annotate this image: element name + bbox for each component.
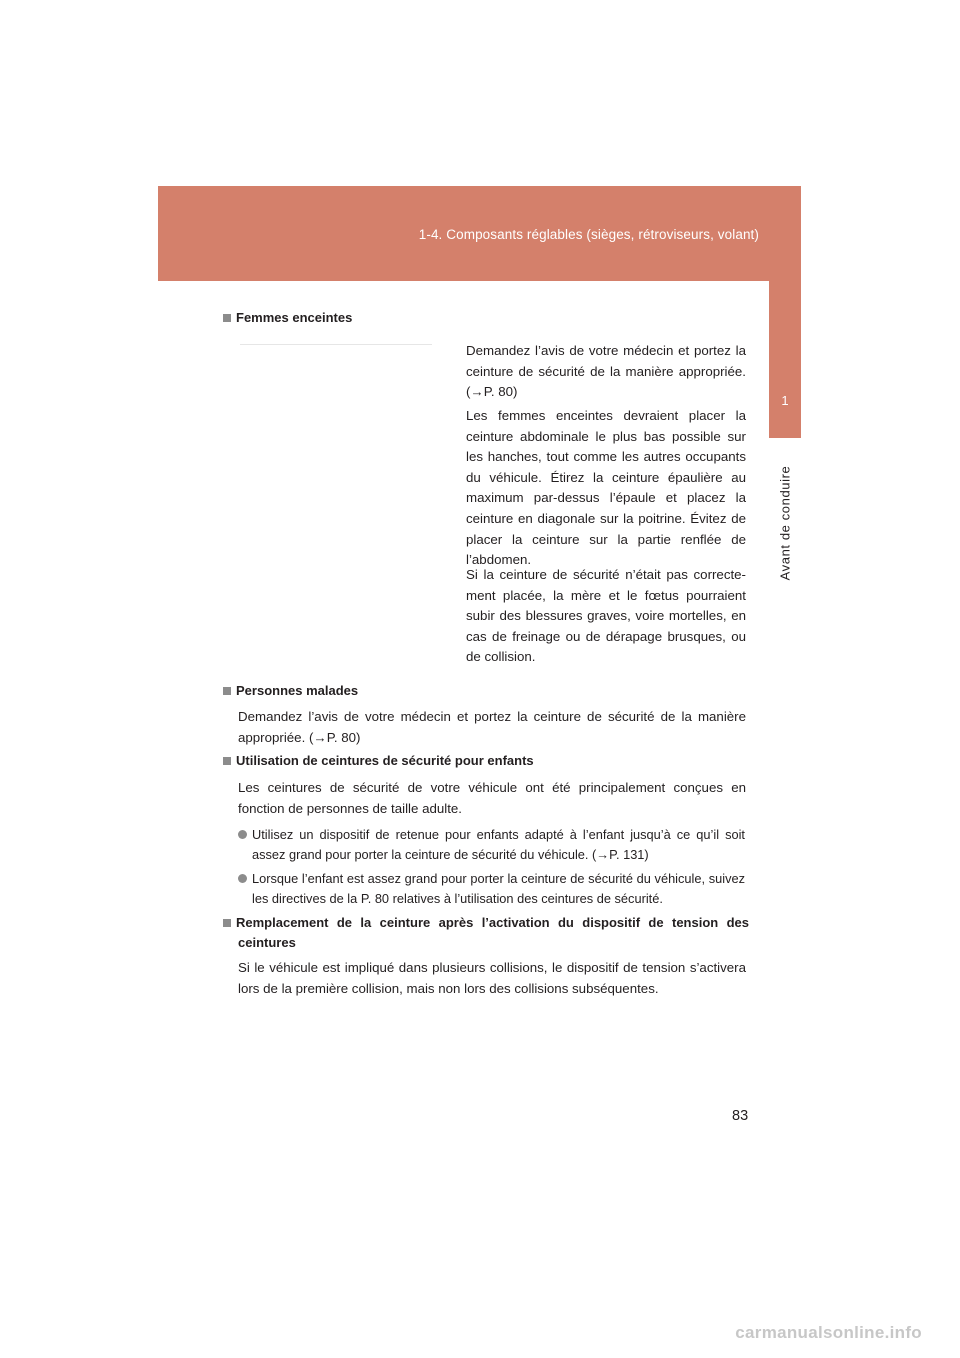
square-bullet-icon [223,687,231,695]
heading-femmes-enceintes [223,310,352,325]
heading-text: Personnes malades [236,683,359,698]
round-bullet-icon [238,830,247,839]
enfants-bullet-2 [238,869,745,909]
bullet-text: Utilisez un dispositif de retenue pour enfants adapté à l’enfant jusqu’à ce qu’il soit assez grand pour porter la ceinture de sécurité du véhicule. (→P. 131) [252,827,745,862]
square-bullet-icon [223,314,231,322]
chapter-tab-number: 1 [781,393,789,408]
chapter-section-title: 1-4. Composants réglables (sièges, rétroviseurs, volant) [418,227,759,242]
square-bullet-icon [223,757,231,765]
heading-text: Utilisation de ceintures de sécurité pour enfants [236,753,534,768]
page-number: 83 [732,1108,749,1124]
chapter-header-band [158,186,801,281]
round-bullet-icon [238,874,247,883]
bullet-text: Lorsque l’enfant est assez grand pour porter la ceinture de sécurité du véhicule, suivez les directives de la P. 80 relatives à l’utilisation des ceintures de sécurité. [252,871,745,906]
illustration-placeholder [240,344,432,345]
malades-paragraph: Demandez l’avis de votre médecin et portez la ceinture de sécurité de la manière appropriée. (→P. 80) [238,709,746,745]
enfants-bullet-1 [238,825,745,865]
square-bullet-icon [223,919,231,927]
watermark: carmanualsonline.info [735,1323,922,1342]
heading-personnes-malades [223,683,358,698]
heading-remplacement [223,913,749,953]
heading-text: Femmes enceintes [236,310,353,325]
chapter-side-label [777,453,793,593]
femmes-paragraph-3: Si la ceinture de sécurité n’était pas correcte-ment placée, la mère et le fœtus pourraient subir des blessures graves, voire mortelles, en cas de freinage ou de dérapage brusques, ou de collision. [466,567,746,665]
heading-text: Remplacement de la ceinture après l’activation du dispositif de tension des ceintures [236,915,749,950]
chapter-side-label-text: Avant de conduire [777,465,793,581]
enfants-paragraph: Les ceintures de sécurité de votre véhicule ont été principalement conçues en fonction de personnes de taille adulte. [238,780,746,816]
heading-ceintures-enfants [223,753,534,768]
remplacement-paragraph: Si le véhicule est impliqué dans plusieurs collisions, le dispositif de tension s’activera lors de la première collision, mais non lors des collisions subséquentes. [238,960,746,996]
chapter-tab [769,186,801,438]
femmes-paragraph-2: Les femmes enceintes devraient placer la ceinture abdominale le plus bas possible sur les hanches, tout comme les autres occupants du véhicule. Étirez la ceinture épaulière au maximum par-dessus l’épaule et placez la ceinture en diagonale sur la poitrine. Évitez de placer la ceinture sur la partie renflée de l’abdomen. [466,408,746,568]
femmes-paragraph-1: Demandez l’avis de votre médecin et portez la ceinture de sécurité de la manière appropriée. (→P. 80) [466,343,746,400]
